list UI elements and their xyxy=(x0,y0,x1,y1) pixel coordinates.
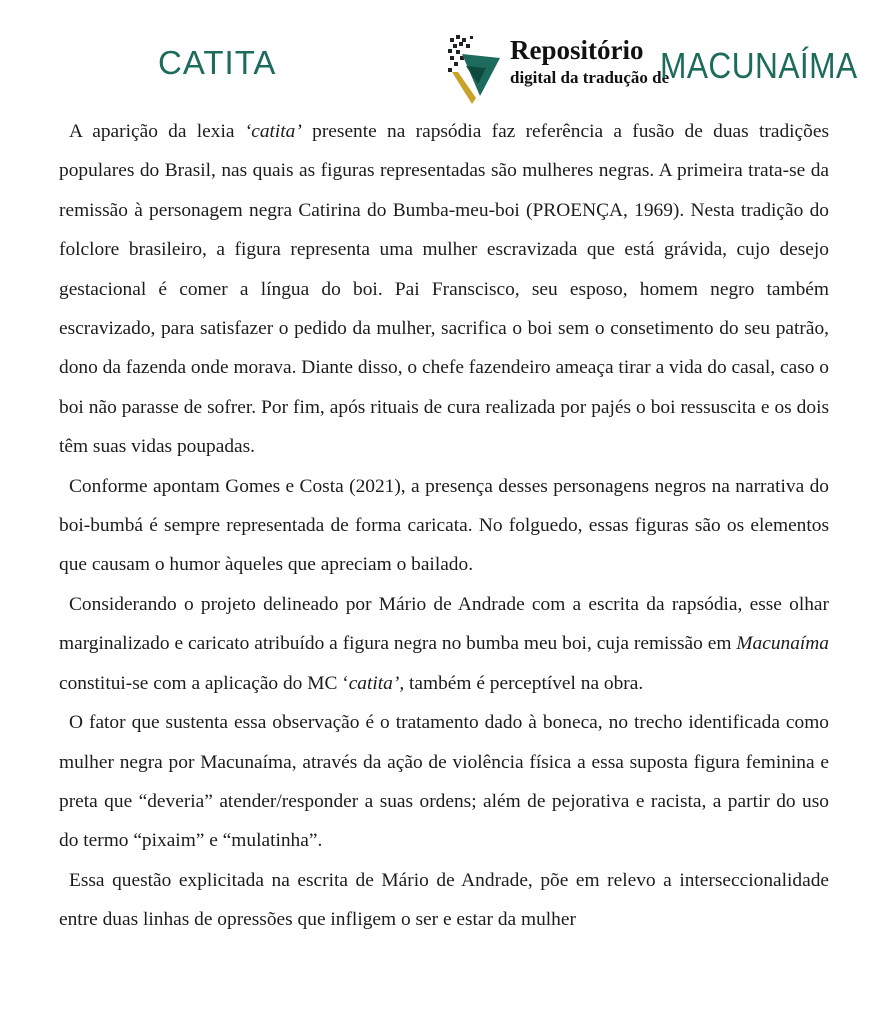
body-paragraph xyxy=(59,585,829,703)
body-paragraph xyxy=(59,703,829,861)
document-body xyxy=(59,112,829,940)
italic-text-run: ‘catita’ xyxy=(244,121,302,142)
text-run: Considerando o projeto delineado por Mário de Andrade com a escrita da rapsódia, esse olhar marginalizado e caricato atribuído a figura negra no bumba meu boi, cuja remissão em xyxy=(59,593,829,655)
text-run: A aparição da lexia xyxy=(69,121,245,142)
italic-text-run: , xyxy=(597,712,603,734)
repository-logo xyxy=(446,32,858,104)
page-header xyxy=(0,0,887,110)
logo-subtitle-text: digital da tradução de xyxy=(510,68,670,87)
text-run: Conforme apontam Gomes e Costa (2021), a presença desses personagens negros na narrativa do boi-bumbá é sempre representada de forma caricata. No folguedo, essas figuras são os elementos que causam o humor àqueles que apreciam o bailado. xyxy=(59,475,829,576)
logo-mark-icon xyxy=(446,32,502,104)
italic-text-run: catita’, xyxy=(348,672,405,694)
italic-text-run: Macunaíma xyxy=(736,633,829,655)
page-title: CATITA xyxy=(158,44,277,81)
text-run: também é perceptível na obra. xyxy=(404,672,644,694)
logo-repositorio-text: Repositório xyxy=(510,35,644,65)
text-run: O fator que sustenta essa observação é o tratamento dado à boneca xyxy=(69,712,598,734)
body-paragraph xyxy=(59,467,829,585)
text-run: constitui-se com a aplicação do MC ‘ xyxy=(59,672,349,694)
text-run: presente na rapsódia faz referência a fusão de duas tradições populares do Brasil, nas quais as figuras representadas são mulheres negras. A primeira trata-se da remissão à personagem negra Catirina do Bumba-meu-boi (PROENÇA, 1969). Nesta tradição do folclore brasileiro, a figura representa uma mulher escravizada que está grávida, cujo desejo gestacional é comer a língua do boi. Pai Franscisco, seu esposo, homem negro também escravizado, para satisfazer o pedido da mulher, sacrifica o boi sem o consetimento do seu patrão, dono da fazenda onde morava. Diante disso, o chefe fazendeiro ameaça tirar a vida do casal, caso o boi não parasse de sofrer. Por fim, após rituais de cura realizada por pajés o boi ressuscita e os dois têm suas vidas poupadas. xyxy=(59,121,829,458)
body-paragraph xyxy=(59,112,829,467)
logo-macunaima-text: MACUNAÍMA xyxy=(660,45,858,86)
body-paragraph xyxy=(59,861,829,940)
text-run: no trecho identificada como mulher negra por Macunaíma, através da ação de violência física a essa suposta figura feminina e preta que “deveria” atender/responder a suas ordens; além de pejorativa e racista, a partir do uso do termo “pixaim” e “mulatinha”. xyxy=(59,712,829,852)
text-run: Essa questão explicitada na escrita de Mário de Andrade, põe em relevo a interseccionalidade entre duas linhas de opressões que infligem o ser e estar da mulher xyxy=(59,869,829,931)
